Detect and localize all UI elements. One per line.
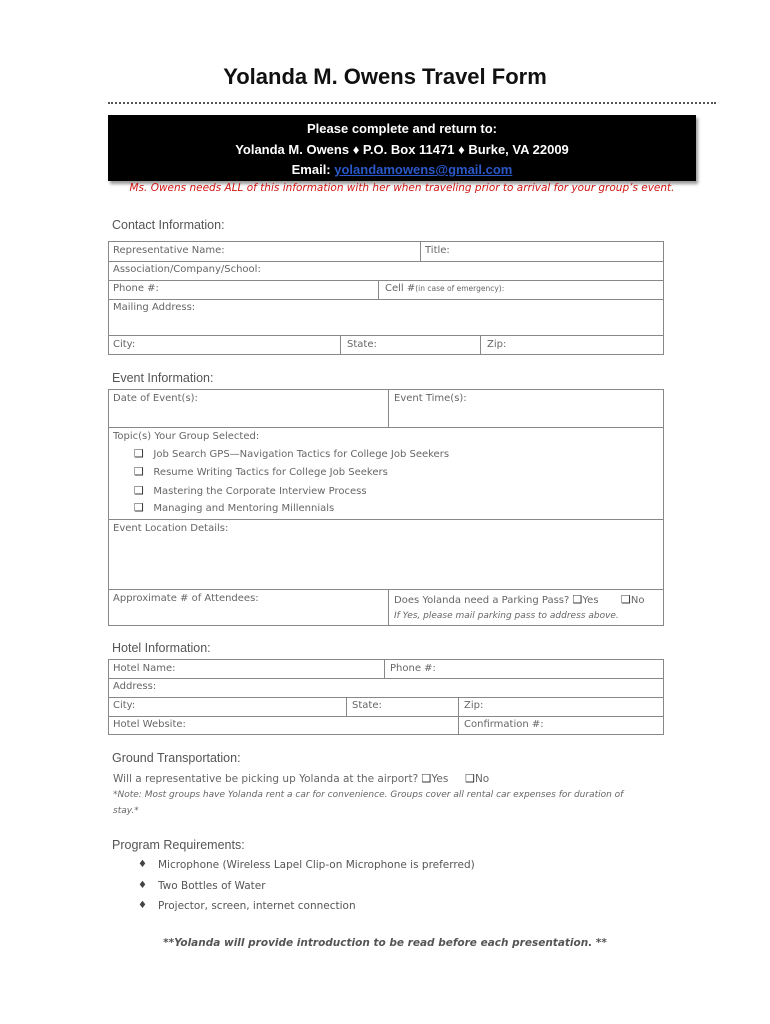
hotel-phone-label: Phone #: [390, 663, 436, 674]
title-cell[interactable] [421, 242, 663, 262]
page-title: Yolanda M. Owens Travel Form [223, 64, 547, 89]
cell-label-text: Cell # [385, 283, 416, 294]
topic-2-label: Resume Writing Tactics for College Job Seekers [153, 467, 388, 478]
hotel-website-cell[interactable] [109, 717, 459, 734]
topic-option-2[interactable] [134, 465, 388, 478]
parking-question-text: Does Yolanda need a Parking Pass? [394, 595, 573, 606]
airport-question-text: Will a representative be picking up Yolanda at the airport? [113, 773, 422, 785]
city-label: City: [113, 339, 136, 350]
requirement-item: Two Bottles of Water [158, 880, 266, 892]
topic-3-checkbox[interactable]: ❑ [134, 484, 144, 497]
rep-name-cell[interactable] [109, 242, 421, 262]
topics-label: Topic(s) Your Group Selected: [113, 431, 260, 442]
return-address: Yolanda M. Owens ♦ P.O. Box 11471 ♦ Burke, VA 22009 [235, 142, 569, 157]
rep-name-label: Representative Name: [113, 245, 225, 256]
contact-table [108, 241, 664, 355]
requirement-item: Projector, screen, internet connection [158, 900, 356, 912]
topic-1-checkbox[interactable]: ❑ [134, 447, 144, 460]
event-times-label: Event Time(s): [394, 393, 467, 404]
diamond-bullet-icon: ♦ [138, 880, 147, 891]
hotel-name-cell[interactable] [109, 660, 385, 679]
hotel-city-cell[interactable] [109, 698, 347, 717]
email-label: Email: [291, 162, 335, 177]
return-instruction: Please complete and return to: [307, 121, 497, 136]
association-label: Association/Company/School: [113, 264, 261, 275]
hotel-zip-label: Zip: [464, 700, 484, 711]
topic-1-label: Job Search GPS—Navigation Tactics for College Job Seekers [153, 449, 450, 460]
airport-no-checkbox[interactable]: ❑ [465, 772, 475, 785]
diamond-bullet-icon: ♦ [138, 900, 147, 911]
hotel-website-label: Hotel Website: [113, 719, 186, 730]
hotel-zip-cell[interactable] [459, 698, 663, 717]
parking-cell [389, 590, 663, 625]
diamond-bullet-icon: ♦ [138, 859, 147, 870]
email-link[interactable]: yolandamowens@gmail.com [334, 162, 513, 177]
parking-note: If Yes, please mail parking pass to address above. [394, 611, 619, 621]
hotel-address-cell[interactable] [109, 679, 663, 698]
mailing-address-cell[interactable] [109, 300, 663, 336]
attendees-cell[interactable] [109, 590, 389, 625]
topic-4-checkbox[interactable]: ❑ [134, 501, 144, 514]
rental-car-note: *Note: Most groups have Yolanda rent a car for convenience. Groups cover all rental car expenses for duration of [113, 790, 624, 800]
event-heading: Event Information: [112, 371, 214, 385]
topic-option-3[interactable] [134, 484, 367, 497]
parking-no-option [621, 593, 644, 606]
event-dates-label: Date of Event(s): [113, 393, 198, 404]
dotted-divider [108, 102, 716, 104]
topic-option-1[interactable] [134, 447, 449, 460]
location-label: Event Location Details: [113, 523, 229, 534]
topic-option-4[interactable] [134, 501, 334, 514]
state-label: State: [347, 339, 377, 350]
program-heading: Program Requirements: [112, 838, 245, 852]
hotel-heading: Hotel Information: [112, 641, 211, 655]
parking-question [394, 593, 599, 606]
title-label: Title: [425, 245, 450, 256]
cell-label [385, 283, 504, 294]
topic-2-checkbox[interactable]: ❑ [134, 465, 144, 478]
cell-phone-cell[interactable] [379, 281, 663, 300]
requirement-item: Microphone (Wireless Lapel Clip-on Microphone is preferred) [158, 859, 475, 871]
airport-yes-label: Yes [431, 773, 449, 785]
parking-yes-label: Yes [582, 595, 599, 606]
city-cell[interactable] [109, 336, 341, 354]
cell-note: (in case of emergency): [415, 284, 505, 293]
hotel-table [108, 659, 664, 735]
hotel-address-label: Address: [113, 681, 157, 692]
mailing-label: Mailing Address: [113, 302, 196, 313]
hotel-confirmation-cell[interactable] [459, 717, 663, 734]
rental-car-note-end: stay.* [113, 806, 139, 816]
location-cell[interactable] [109, 520, 663, 590]
parking-no-checkbox[interactable]: ❑ [621, 593, 631, 606]
topic-3-label: Mastering the Corporate Interview Process [153, 486, 367, 497]
association-cell[interactable] [109, 262, 663, 281]
zip-cell[interactable] [481, 336, 663, 354]
parking-no-label: No [630, 595, 645, 606]
hotel-city-label: City: [113, 700, 136, 711]
event-times-cell[interactable] [389, 390, 663, 428]
hotel-confirmation-label: Confirmation #: [464, 719, 544, 730]
airport-yes-checkbox[interactable]: ❑ [421, 772, 432, 785]
hotel-name-label: Hotel Name: [113, 663, 176, 674]
airport-no-label: No [474, 773, 490, 785]
state-cell[interactable] [341, 336, 481, 354]
hotel-state-cell[interactable] [347, 698, 459, 717]
contact-heading: Contact Information: [112, 218, 225, 232]
zip-label: Zip: [487, 339, 507, 350]
email-line [108, 162, 696, 177]
phone-cell[interactable] [109, 281, 379, 300]
airport-question [113, 772, 489, 785]
instruction-note: Ms. Owens needs ALL of this information with her when traveling prior to arrival for your group’s event. [129, 182, 675, 194]
phone-label: Phone #: [113, 283, 159, 294]
topic-4-label: Managing and Mentoring Millennials [153, 503, 335, 514]
hotel-state-label: State: [352, 700, 382, 711]
hotel-phone-cell[interactable] [385, 660, 663, 679]
introduction-note: **Yolanda will provide introduction to be read before each presentation. ** [163, 937, 607, 949]
attendees-label: Approximate # of Attendees: [113, 593, 259, 604]
parking-yes-checkbox[interactable]: ❑ [572, 593, 583, 606]
ground-heading: Ground Transportation: [112, 751, 241, 765]
event-dates-cell[interactable] [109, 390, 389, 428]
return-address-box [108, 115, 696, 181]
